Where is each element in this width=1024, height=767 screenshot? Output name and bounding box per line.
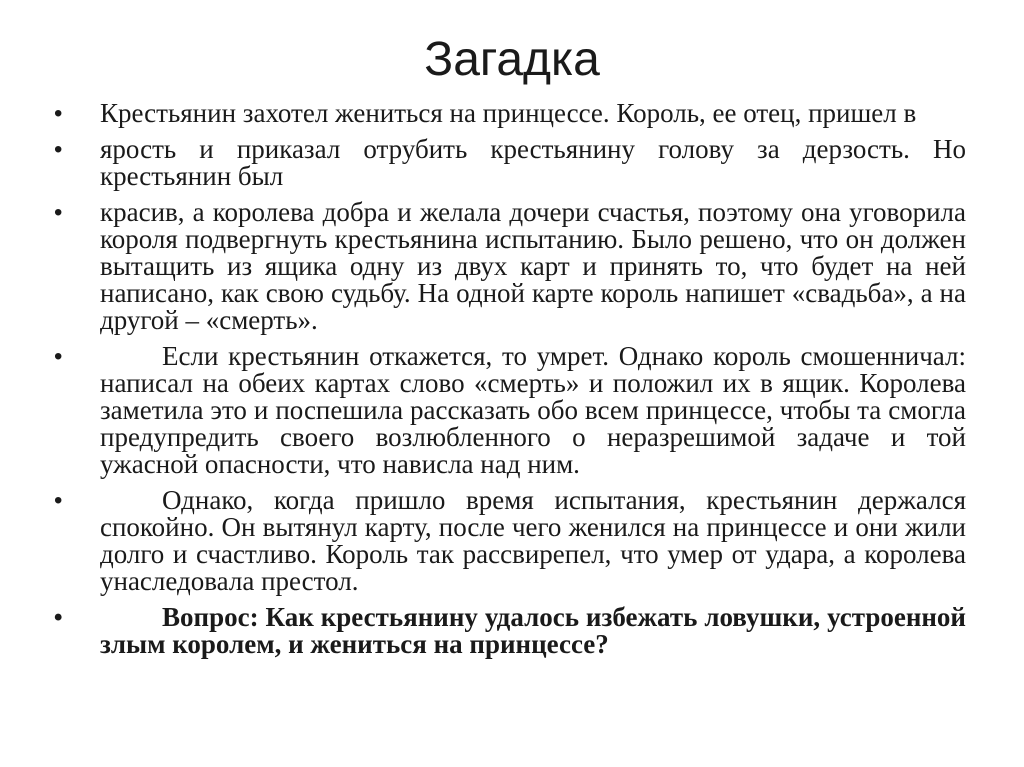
question-text: Вопрос: Как крестьянину удалось избежать ловушки, устроенной злым королем, и жениться на принцессе? [100, 602, 966, 659]
bullet-list [54, 100, 966, 667]
bullet-text: Если крестьянин откажется, то умрет. Однако король смошенничал: написал на обеих картах слово «смерть» и положил их в ящик. Королева заметила это и поспешила рассказать обо всем принцессе, чтобы та смогла предупредить своего возлюбленного о неразрешимой задаче и той ужасной опасности, что нависла над ним. [100, 341, 966, 479]
bullet-item-1 [54, 100, 966, 127]
bullet-marker: • [54, 487, 63, 514]
bullet-marker: • [54, 136, 63, 163]
bullet-item-4 [54, 343, 966, 478]
bullet-item-3 [54, 199, 966, 334]
bullet-marker: • [54, 343, 63, 370]
bullet-text: Крестьянин захотел жениться на принцессе. Король, ее отец, пришел в [100, 98, 917, 128]
bullet-marker: • [54, 199, 63, 226]
bullet-text: ярость и приказал отрубить крестьянину голову за дерзость. Но крестьянин был [100, 134, 966, 191]
slide-title: Загадка [424, 33, 600, 86]
bullet-text: Однако, когда пришло время испытания, крестьянин держался спокойно. Он вытянул карту, после чего женился на принцессе и они жили долго и счастливо. Король так рассвирепел, что умер от удара, а королева унаследовала престол. [100, 485, 966, 596]
bullet-marker: • [54, 100, 63, 127]
bullet-text: красив, а королева добра и желала дочери счастья, поэтому она уговорила короля подвергнуть крестьянина испытанию. Было решено, что он должен вытащить из ящика одну из двух карт и принять то, что будет на ней написано, как свою судьбу. На одной карте король напишет «свадьба», а на другой – «смерть». [100, 197, 966, 335]
bullet-item-question [54, 604, 966, 658]
bullet-marker: • [54, 604, 63, 631]
bullet-item-5 [54, 487, 966, 595]
bullet-item-2 [54, 136, 966, 190]
